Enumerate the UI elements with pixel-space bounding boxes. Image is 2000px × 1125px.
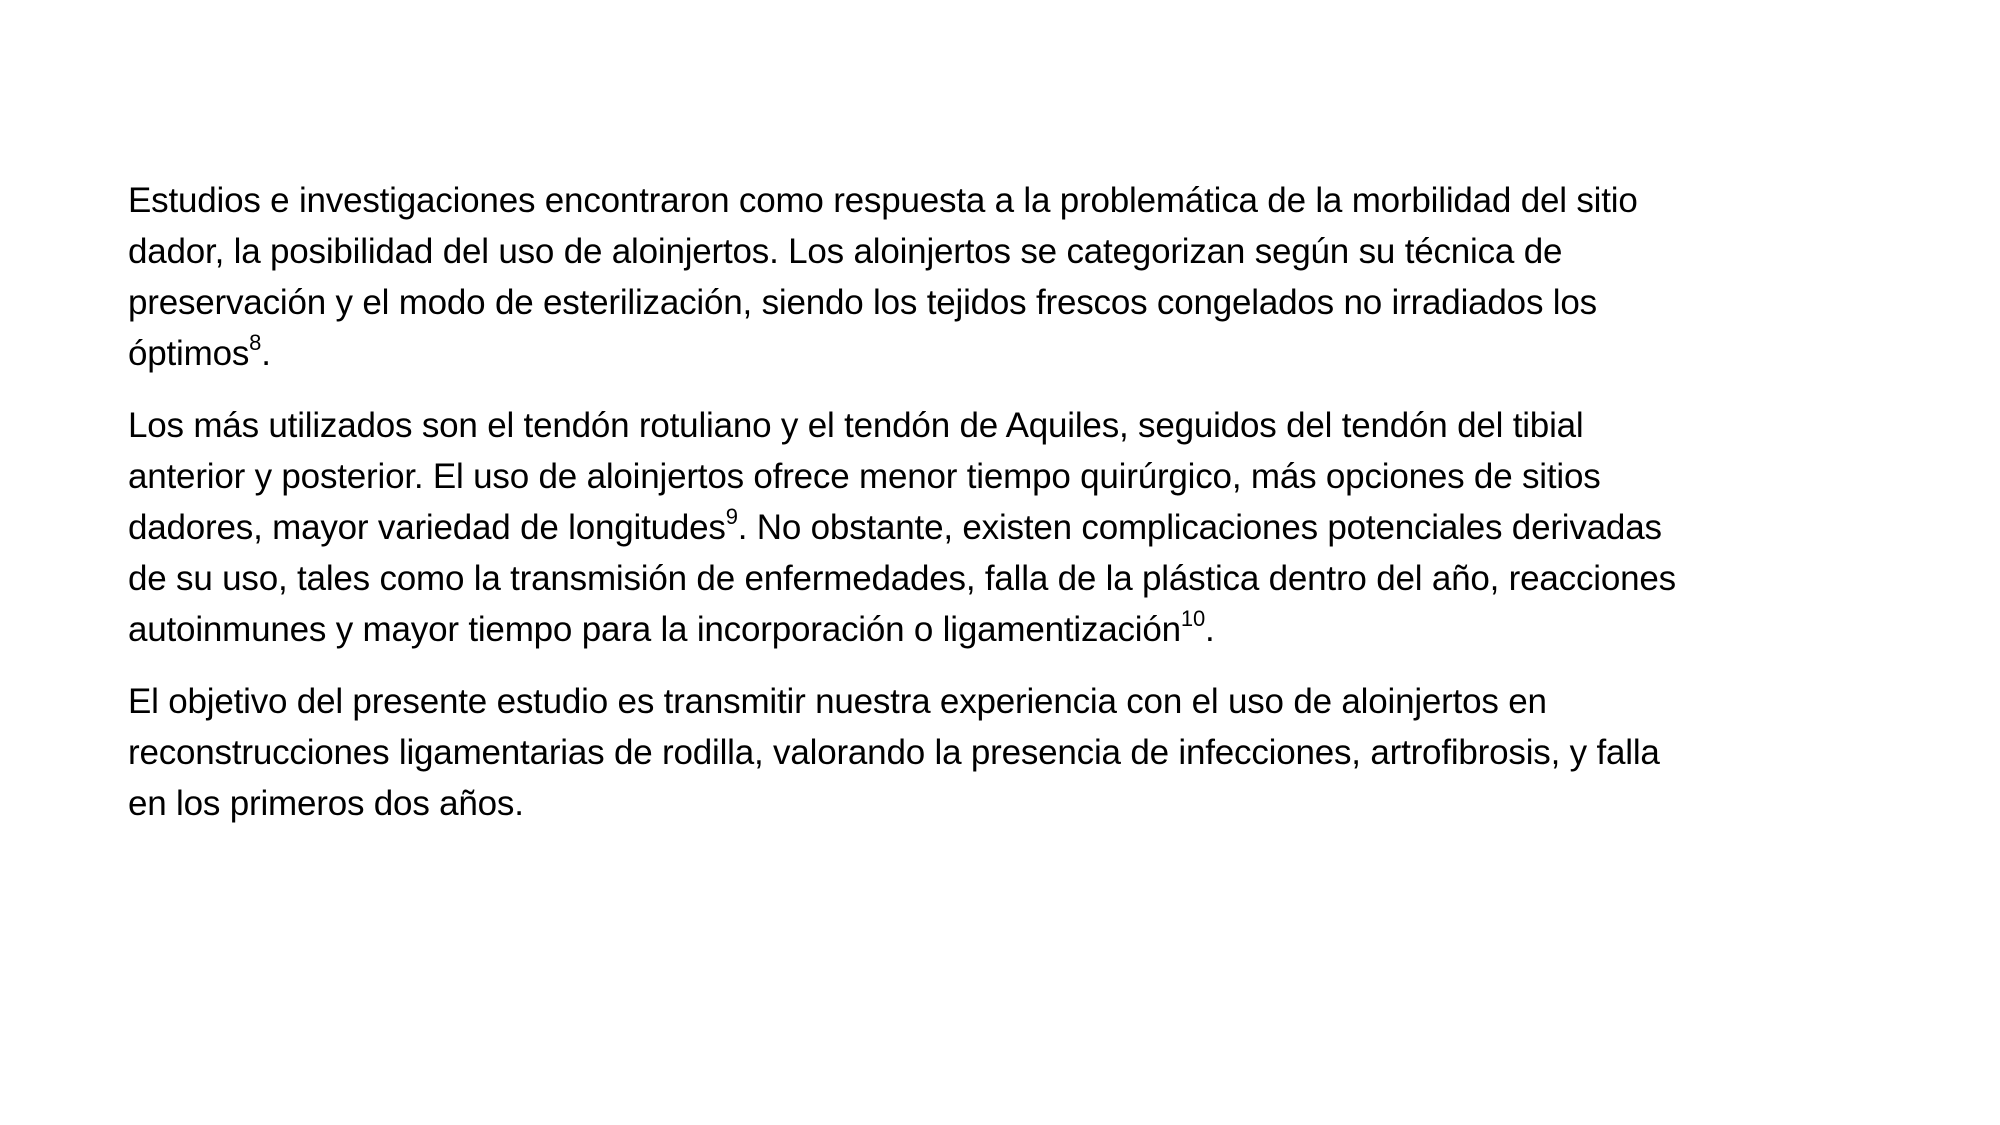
text-line <box>128 604 1888 655</box>
text-line: de su uso, tales como la transmisión de enfermedades, falla de la plástica dentro del año, reacciones <box>128 559 1676 598</box>
text-segment: . No obstante, existen complicaciones potenciales derivadas <box>737 508 1662 547</box>
text-segment: . <box>1205 610 1215 649</box>
paragraph-3 <box>128 676 1888 829</box>
text-line: en los primeros dos años. <box>128 784 524 823</box>
text-segment: . <box>261 334 271 373</box>
paragraph-2 <box>128 400 1888 655</box>
text-line: Los más utilizados son el tendón rotuliano y el tendón de Aquiles, seguidos del tendón del tibial <box>128 406 1584 445</box>
reference-superscript: 9 <box>725 504 738 530</box>
text-line <box>128 328 1888 379</box>
body-text <box>128 175 1888 850</box>
text-segment: autoinmunes y mayor tiempo para la incorporación o ligamentización <box>128 610 1181 649</box>
text-line: El objetivo del presente estudio es transmitir nuestra experiencia con el uso de aloinjertos en <box>128 682 1547 721</box>
text-line: anterior y posterior. El uso de aloinjertos ofrece menor tiempo quirúrgico, más opciones de sitios <box>128 457 1601 496</box>
text-line <box>128 502 1888 553</box>
reference-superscript: 8 <box>249 330 262 356</box>
text-segment: dadores, mayor variedad de longitudes <box>128 508 726 547</box>
text-line: Estudios e investigaciones encontraron como respuesta a la problemática de la morbilidad del sitio <box>128 181 1638 220</box>
text-line: preservación y el modo de esterilización, siendo los tejidos frescos congelados no irradiados los <box>128 283 1597 322</box>
text-line: dador, la posibilidad del uso de aloinjertos. Los aloinjertos se categorizan según su técnica de <box>128 232 1563 271</box>
reference-superscript: 10 <box>1180 606 1205 632</box>
text-line: reconstrucciones ligamentarias de rodilla, valorando la presencia de infecciones, artrofibrosis, y falla <box>128 733 1660 772</box>
paragraph-1 <box>128 175 1888 379</box>
text-segment: óptimos <box>128 334 250 373</box>
